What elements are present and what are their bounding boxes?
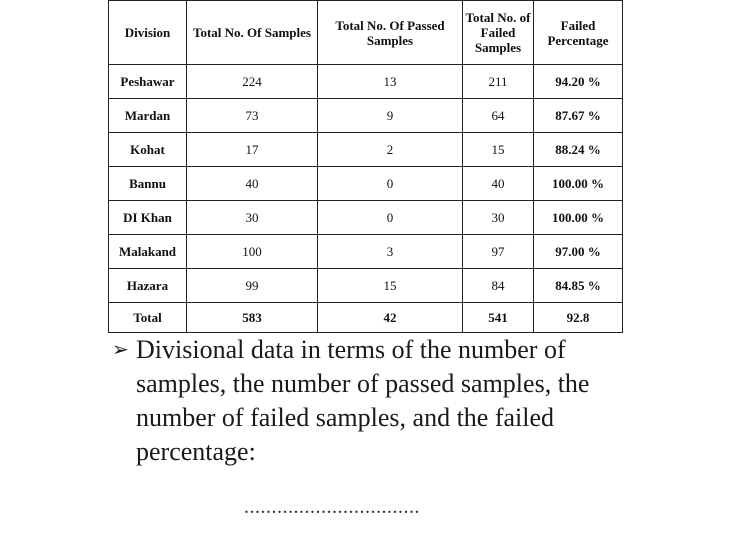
failed-cell: 40: [463, 167, 534, 201]
divisional-data-table: [108, 0, 623, 333]
total-samples-sum: 583: [187, 303, 318, 333]
table-row: [109, 99, 623, 133]
table-row: [109, 269, 623, 303]
table-row: [109, 201, 623, 235]
total-cell: 73: [187, 99, 318, 133]
passed-cell: 2: [318, 133, 463, 167]
failed-cell: 211: [463, 65, 534, 99]
total-cell: 17: [187, 133, 318, 167]
total-percentage: 92.8: [534, 303, 623, 333]
total-cell: 224: [187, 65, 318, 99]
division-cell: Mardan: [109, 99, 187, 133]
divisional-data-table-container: [108, 0, 622, 333]
division-cell: Bannu: [109, 167, 187, 201]
failed-cell: 84: [463, 269, 534, 303]
header-failed-samples: Total No. of Failed Samples: [463, 1, 534, 65]
percentage-cell: 100.00 %: [534, 167, 623, 201]
total-cell: 100: [187, 235, 318, 269]
passed-cell: 3: [318, 235, 463, 269]
total-cell: 40: [187, 167, 318, 201]
percentage-cell: 87.67 %: [534, 99, 623, 133]
arrow-bullet-icon: ➢: [112, 339, 129, 361]
header-failed-percentage: Failed Percentage: [534, 1, 623, 65]
table-row: [109, 235, 623, 269]
division-cell: Peshawar: [109, 65, 187, 99]
percentage-cell: 94.20 %: [534, 65, 623, 99]
passed-cell: 0: [318, 201, 463, 235]
division-cell: Kohat: [109, 133, 187, 167]
caption-line-4: percentage:: [136, 437, 256, 466]
caption-text: Divisional data in terms of the number of: [136, 335, 566, 364]
failed-cell: 15: [463, 133, 534, 167]
table-row: [109, 167, 623, 201]
total-cell: 30: [187, 201, 318, 235]
table-row: [109, 133, 623, 167]
passed-cell: 9: [318, 99, 463, 133]
passed-cell: 0: [318, 167, 463, 201]
caption-line-2: samples, the number of passed samples, the: [136, 369, 590, 398]
total-cell: 99: [187, 269, 318, 303]
caption-line-1: [112, 333, 672, 367]
caption-line-3: number of failed samples, and the failed: [136, 403, 555, 432]
failed-cell: 30: [463, 201, 534, 235]
percentage-cell: 100.00 %: [534, 201, 623, 235]
header-total-samples: Total No. Of Samples: [187, 1, 318, 65]
table-total-row: [109, 303, 623, 333]
table-header-row: [109, 1, 623, 65]
failed-cell: 97: [463, 235, 534, 269]
division-cell: Hazara: [109, 269, 187, 303]
caption-note: [112, 333, 672, 469]
passed-cell: 13: [318, 65, 463, 99]
division-cell: DI Khan: [109, 201, 187, 235]
total-label-cell: Total: [109, 303, 187, 333]
header-division: Division: [109, 1, 187, 65]
failed-cell: 64: [463, 99, 534, 133]
percentage-cell: 97.00 %: [534, 235, 623, 269]
passed-cell: 15: [318, 269, 463, 303]
header-passed-samples: Total No. Of Passed Samples: [318, 1, 463, 65]
total-failed-sum: 541: [463, 303, 534, 333]
total-passed-sum: 42: [318, 303, 463, 333]
division-cell: Malakand: [109, 235, 187, 269]
percentage-cell: 88.24 %: [534, 133, 623, 167]
table-row: [109, 65, 623, 99]
percentage-cell: 84.85 %: [534, 269, 623, 303]
dotted-separator: ................................: [244, 496, 420, 518]
